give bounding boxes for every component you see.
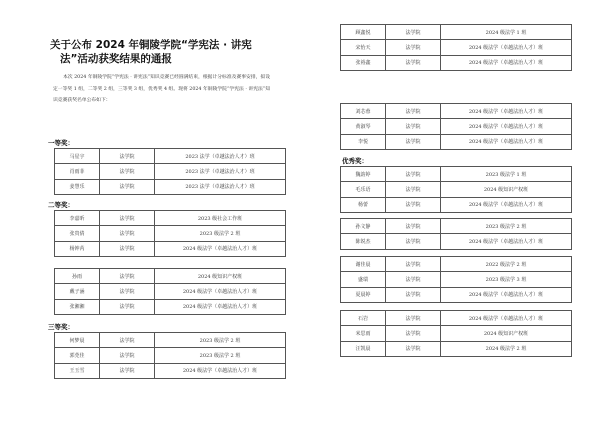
class-name-cell: 2024 级知识产权班: [441, 182, 572, 197]
page-right: [300, 0, 600, 427]
student-name-cell: 郭莞佳: [55, 348, 100, 363]
college-cell: 法学院: [386, 25, 441, 40]
third-prize-table-2: [340, 24, 572, 71]
table-row: [55, 226, 286, 241]
student-name-cell: 陈锐杰: [341, 234, 386, 249]
first-prize-table-1: [54, 148, 286, 195]
class-name-cell: 2024 级法学 1 班: [441, 25, 572, 40]
table-row: [341, 182, 572, 197]
student-name-cell: 刘芯蓉: [341, 104, 386, 119]
class-name-cell: 2023 法学（卓越法治人才）班: [155, 179, 286, 194]
table-row: [55, 284, 286, 299]
student-name-cell: 魏韵婷: [341, 167, 386, 182]
class-name-cell: 2024 级法学（卓越法治人才）班: [441, 134, 572, 149]
notice-paragraph: 本次 2024 年铜陵学院“学宪法 · 讲宪法”知识竞赛已经圆满结束，根据计分标准及赛事安排，拟设定一等奖 1 组，二等奖 2 组，三等奖 3 组，优秀奖 4 组。现将 2024 年铜陵学院“学宪法 · 讲宪法”知识竞赛获奖名单公布如下：: [53, 75, 271, 104]
class-name-cell: 2024 级法学（卓越法治人才）班: [441, 55, 572, 70]
table-row: [55, 269, 286, 284]
notice-title-line-2: 法”活动获奖结果的通报: [60, 53, 172, 65]
student-name-cell: 孙雨: [55, 269, 100, 284]
class-name-cell: 2024 级法学（卓越法治人才）班: [155, 241, 286, 256]
table-row: [55, 179, 286, 194]
second-prize-heading: 二等奖：: [48, 201, 74, 209]
second-prize-table-2: [54, 268, 286, 315]
excellence-table-4: [340, 310, 572, 357]
college-cell: 法学院: [100, 164, 155, 179]
table-row: [341, 341, 572, 356]
college-cell: 法学院: [386, 119, 441, 134]
student-name-cell: 黄淑琴: [341, 119, 386, 134]
college-cell: 法学院: [100, 299, 155, 314]
student-name-cell: 顾鑫悦: [341, 25, 386, 40]
college-cell: 法学院: [386, 311, 441, 326]
college-cell: 法学院: [100, 284, 155, 299]
student-name-cell: 张贵倩: [55, 226, 100, 241]
table-row: [341, 326, 572, 341]
class-name-cell: 2024 级知识产权班: [155, 269, 286, 284]
class-name-cell: 2023 法学（卓越法治人才）班: [155, 164, 286, 179]
student-name-cell: 汪凯晨: [341, 341, 386, 356]
class-name-cell: 2024 级法学（卓越法治人才）班: [441, 311, 572, 326]
student-name-cell: 谢佳晨: [341, 257, 386, 272]
college-cell: 法学院: [100, 363, 155, 378]
class-name-cell: 2024 级法学（卓越法治人才）班: [155, 284, 286, 299]
notice-title: [50, 38, 260, 66]
college-cell: 法学院: [100, 269, 155, 284]
college-cell: 法学院: [100, 149, 155, 164]
class-name-cell: 2024 级法学（卓越法治人才）班: [441, 234, 572, 249]
student-name-cell: 张湘湘: [55, 299, 100, 314]
table-row: [55, 211, 286, 226]
student-name-cell: 毛乐语: [341, 182, 386, 197]
college-cell: 法学院: [386, 257, 441, 272]
class-name-cell: 2024 级知识产权班: [441, 326, 572, 341]
college-cell: 法学院: [386, 134, 441, 149]
class-name-cell: 2023 法学（卓越法治人才）班: [155, 149, 286, 164]
college-cell: 法学院: [386, 234, 441, 249]
notice-body: [53, 72, 271, 107]
table-row: [341, 134, 572, 149]
student-name-cell: 姜慧乐: [55, 179, 100, 194]
student-name-cell: 王玉雪: [55, 363, 100, 378]
class-name-cell: 2024 级法学（卓越法治人才）班: [441, 40, 572, 55]
college-cell: 法学院: [100, 348, 155, 363]
table-row: [341, 119, 572, 134]
college-cell: 法学院: [386, 219, 441, 234]
student-name-cell: 孙文静: [341, 219, 386, 234]
table-row: [341, 311, 572, 326]
second-prize-table-1: [54, 210, 286, 257]
table-row: [341, 55, 572, 70]
class-name-cell: 2024 级法学（卓越法治人才）班: [155, 363, 286, 378]
table-row: [55, 241, 286, 256]
college-cell: 法学院: [386, 272, 441, 287]
third-prize-table-3: [340, 103, 572, 150]
table-row: [55, 164, 286, 179]
table-row: [341, 40, 572, 55]
college-cell: 法学院: [386, 55, 441, 70]
class-name-cell: 2024 级法学（卓越法治人才）班: [441, 287, 572, 302]
college-cell: 法学院: [386, 182, 441, 197]
table-row: [341, 287, 572, 302]
table-row: [341, 167, 572, 182]
table-row: [55, 363, 286, 378]
table-row: [55, 299, 286, 314]
class-name-cell: 2023 级法学 2 班: [155, 226, 286, 241]
student-name-cell: 夏晨婷: [341, 287, 386, 302]
class-name-cell: 2024 级法学（卓越法治人才）班: [155, 299, 286, 314]
table-row: [341, 219, 572, 234]
table-row: [55, 348, 286, 363]
student-name-cell: 李嘉昕: [55, 211, 100, 226]
college-cell: 法学院: [386, 341, 441, 356]
excellence-table-2: [340, 218, 572, 250]
class-name-cell: 2022 级法学 2 班: [441, 257, 572, 272]
college-cell: 法学院: [386, 40, 441, 55]
third-prize-heading: 三等奖：: [48, 323, 74, 331]
student-name-cell: 盛瑞: [341, 272, 386, 287]
class-name-cell: 2023 级法学 3 班: [441, 272, 572, 287]
class-name-cell: 2024 级法学（卓越法治人才）班: [441, 119, 572, 134]
class-name-cell: 2023 级法学 2 班: [155, 348, 286, 363]
table-row: [341, 234, 572, 249]
college-cell: 法学院: [386, 104, 441, 119]
college-cell: 法学院: [386, 287, 441, 302]
class-name-cell: 2023 级法学 2 班: [155, 333, 286, 348]
third-prize-table-1: [54, 332, 286, 379]
student-name-cell: 李悦: [341, 134, 386, 149]
student-name-cell: 石岩: [341, 311, 386, 326]
table-row: [341, 197, 572, 212]
class-name-cell: 2023 级法学 1 班: [441, 167, 572, 182]
student-name-cell: 马星宇: [55, 149, 100, 164]
table-row: [341, 104, 572, 119]
college-cell: 法学院: [100, 333, 155, 348]
college-cell: 法学院: [100, 241, 155, 256]
college-cell: 法学院: [386, 326, 441, 341]
college-cell: 法学院: [100, 211, 155, 226]
table-row: [341, 25, 572, 40]
class-name-cell: 2023 级法学 2 班: [441, 219, 572, 234]
excellence-table-1: [340, 166, 572, 213]
college-cell: 法学院: [386, 197, 441, 212]
class-name-cell: 2024 级法学（卓越法治人才）班: [441, 197, 572, 212]
first-prize-heading: 一等奖：: [48, 139, 74, 147]
college-cell: 法学院: [386, 167, 441, 182]
table-row: [55, 333, 286, 348]
college-cell: 法学院: [100, 226, 155, 241]
class-name-cell: 2024 级法学 2 班: [441, 341, 572, 356]
table-row: [341, 257, 572, 272]
table-row: [55, 149, 286, 164]
student-name-cell: 何梦晨: [55, 333, 100, 348]
class-name-cell: 2023 级社会工作班: [155, 211, 286, 226]
class-name-cell: 2024 级法学（卓越法治人才）班: [441, 104, 572, 119]
excellence-table-3: [340, 256, 572, 303]
student-name-cell: 肖雨菲: [55, 164, 100, 179]
student-name-cell: 戴子涵: [55, 284, 100, 299]
notice-title-line-1: 关于公布 2024 年铜陵学院“学宪法 · 讲宪: [50, 39, 252, 51]
excellence-prize-heading: 优秀奖：: [342, 157, 368, 165]
student-name-cell: 宋怡天: [341, 40, 386, 55]
student-name-cell: 张裕鑫: [341, 55, 386, 70]
college-cell: 法学院: [100, 179, 155, 194]
student-name-cell: 杨蕾: [341, 197, 386, 212]
student-name-cell: 米思雨: [341, 326, 386, 341]
student-name-cell: 杨钟芮: [55, 241, 100, 256]
table-row: [341, 272, 572, 287]
